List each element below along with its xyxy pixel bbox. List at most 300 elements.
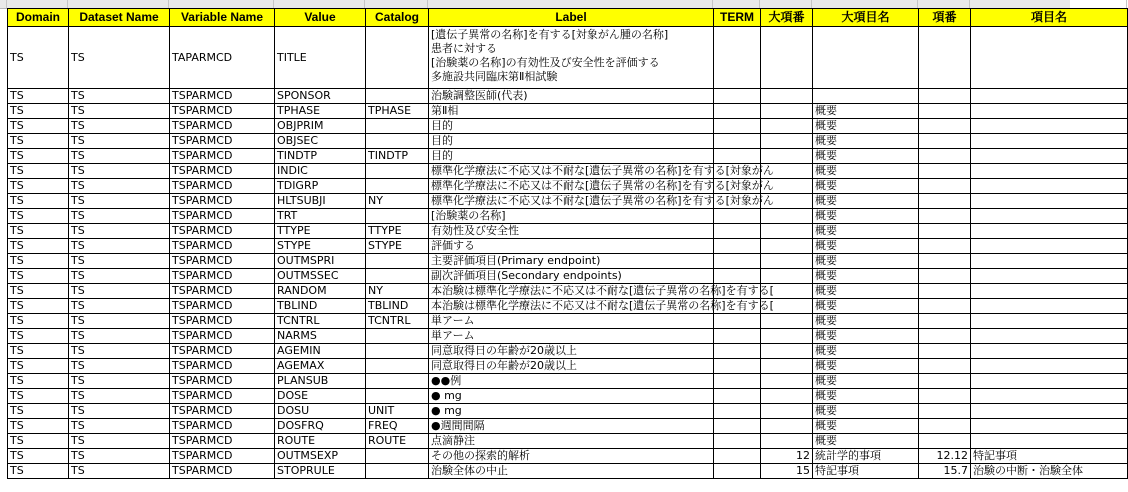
cell-item-name[interactable] [971,284,1128,299]
cell-item-name[interactable] [971,27,1128,89]
cell-label[interactable] [429,464,714,479]
cell-label[interactable] [429,149,714,164]
cell-term[interactable] [714,404,761,419]
cell-catalog[interactable] [366,374,429,389]
cell-catalog[interactable] [366,344,429,359]
cell-dataset-name[interactable]: TS [69,224,170,239]
cell-term[interactable] [714,359,761,374]
cell-major-item-no[interactable] [761,224,813,239]
cell-dataset-name[interactable]: TS [69,194,170,209]
cell-item-name[interactable] [971,194,1128,209]
cell-major-item-name[interactable]: 概要 [813,344,919,359]
cell-catalog[interactable]: TCNTRL [366,314,429,329]
header-major-item-no[interactable]: 大項番 [761,9,813,27]
cell-item-no[interactable] [919,179,971,194]
cell-major-item-no[interactable] [761,329,813,344]
cell-value[interactable]: HLTSUBJI [275,194,366,209]
column-letter-cell[interactable] [970,0,1127,8]
cell-label[interactable] [429,209,714,224]
cell-term[interactable] [714,119,761,134]
cell-domain[interactable]: TS [8,404,69,419]
cell-dataset-name[interactable]: TS [69,434,170,449]
cell-domain[interactable]: TS [8,299,69,314]
cell-value[interactable]: RANDOM [275,284,366,299]
cell-item-name[interactable] [971,89,1128,104]
cell-catalog[interactable]: UNIT [366,404,429,419]
cell-major-item-name[interactable] [813,89,919,104]
cell-dataset-name[interactable]: TS [69,254,170,269]
cell-dataset-name[interactable]: TS [69,284,170,299]
cell-domain[interactable]: TS [8,119,69,134]
cell-term[interactable] [714,419,761,434]
cell-variable-name[interactable]: TSPARMCD [170,344,275,359]
cell-dataset-name[interactable]: TS [69,389,170,404]
cell-domain[interactable]: TS [8,464,69,479]
cell-variable-name[interactable]: TSPARMCD [170,419,275,434]
cell-variable-name[interactable]: TSPARMCD [170,149,275,164]
header-item-no[interactable]: 項番 [919,9,971,27]
cell-variable-name[interactable]: TAPARMCD [170,27,275,89]
cell-item-name[interactable] [971,209,1128,224]
cell-label[interactable] [429,344,714,359]
cell-item-name[interactable] [971,239,1128,254]
cell-dataset-name[interactable]: TS [69,344,170,359]
cell-major-item-name[interactable]: 概要 [813,149,919,164]
column-letter-cell[interactable] [7,0,68,8]
cell-value[interactable]: NARMS [275,329,366,344]
cell-domain[interactable]: TS [8,359,69,374]
cell-major-item-name[interactable]: 概要 [813,389,919,404]
cell-major-item-no[interactable]: 15 [761,464,813,479]
cell-major-item-name[interactable] [813,27,919,89]
cell-domain[interactable]: TS [8,224,69,239]
cell-label[interactable] [429,434,714,449]
cell-value[interactable]: TDIGRP [275,179,366,194]
cell-item-no[interactable] [919,27,971,89]
cell-major-item-name[interactable]: 概要 [813,194,919,209]
cell-domain[interactable]: TS [8,209,69,224]
cell-catalog[interactable] [366,164,429,179]
cell-item-no[interactable]: 15.7 [919,464,971,479]
cell-catalog[interactable] [366,134,429,149]
cell-variable-name[interactable]: TSPARMCD [170,194,275,209]
cell-dataset-name[interactable]: TS [69,89,170,104]
cell-catalog[interactable] [366,464,429,479]
cell-dataset-name[interactable]: TS [69,359,170,374]
cell-catalog[interactable]: NY [366,194,429,209]
cell-label[interactable] [429,119,714,134]
cell-item-name[interactable] [971,224,1128,239]
cell-item-no[interactable] [919,419,971,434]
cell-item-name[interactable] [971,314,1128,329]
cell-domain[interactable]: TS [8,389,69,404]
cell-item-no[interactable] [919,404,971,419]
cell-domain[interactable]: TS [8,419,69,434]
cell-major-item-name[interactable]: 概要 [813,434,919,449]
cell-dataset-name[interactable]: TS [69,134,170,149]
cell-major-item-no[interactable] [761,344,813,359]
column-letter-cell[interactable] [0,0,7,8]
header-domain[interactable]: Domain [8,9,69,27]
cell-value[interactable]: TBLIND [275,299,366,314]
cell-label[interactable] [429,104,714,119]
cell-value[interactable]: OBJPRIM [275,119,366,134]
cell-item-name[interactable] [971,179,1128,194]
cell-label[interactable] [429,224,714,239]
cell-value[interactable]: ROUTE [275,434,366,449]
cell-major-item-name[interactable]: 概要 [813,314,919,329]
cell-term[interactable] [714,239,761,254]
cell-major-item-no[interactable] [761,359,813,374]
cell-major-item-name[interactable]: 概要 [813,359,919,374]
cell-variable-name[interactable]: TSPARMCD [170,449,275,464]
cell-catalog[interactable]: ROUTE [366,434,429,449]
cell-item-name[interactable] [971,119,1128,134]
cell-major-item-no[interactable] [761,119,813,134]
cell-value[interactable]: STYPE [275,239,366,254]
cell-term[interactable] [714,104,761,119]
cell-variable-name[interactable]: TSPARMCD [170,329,275,344]
cell-domain[interactable]: TS [8,284,69,299]
cell-domain[interactable]: TS [8,269,69,284]
cell-value[interactable]: OUTMSSEC [275,269,366,284]
cell-major-item-name[interactable]: 概要 [813,164,919,179]
cell-variable-name[interactable]: TSPARMCD [170,464,275,479]
column-letter-cell[interactable] [918,0,970,8]
cell-major-item-no[interactable] [761,314,813,329]
cell-value[interactable]: STOPRULE [275,464,366,479]
cell-major-item-name[interactable]: 特記事項 [813,464,919,479]
cell-catalog[interactable] [366,449,429,464]
cell-item-no[interactable] [919,149,971,164]
cell-catalog[interactable]: TBLIND [366,299,429,314]
cell-catalog[interactable]: STYPE [366,239,429,254]
cell-item-name[interactable] [971,254,1128,269]
cell-major-item-name[interactable]: 概要 [813,254,919,269]
cell-major-item-name[interactable]: 概要 [813,269,919,284]
cell-catalog[interactable] [366,89,429,104]
cell-domain[interactable]: TS [8,449,69,464]
cell-label[interactable] [429,284,774,299]
cell-label[interactable] [429,27,714,89]
cell-label[interactable] [429,254,714,269]
cell-label[interactable] [429,389,714,404]
cell-value[interactable]: TCNTRL [275,314,366,329]
cell-item-no[interactable] [919,194,971,209]
cell-dataset-name[interactable]: TS [69,149,170,164]
cell-label[interactable] [429,194,774,209]
cell-item-no[interactable] [919,89,971,104]
cell-term[interactable] [714,134,761,149]
cell-major-item-no[interactable] [761,134,813,149]
cell-dataset-name[interactable]: TS [69,209,170,224]
cell-domain[interactable]: TS [8,344,69,359]
cell-item-name[interactable] [971,329,1128,344]
cell-catalog[interactable] [366,27,429,89]
cell-item-name[interactable]: 治験の中断・治験全体 [971,464,1128,479]
cell-dataset-name[interactable]: TS [69,27,170,89]
header-catalog[interactable]: Catalog [366,9,429,27]
cell-major-item-no[interactable] [761,209,813,224]
cell-label[interactable] [429,164,774,179]
cell-value[interactable]: DOSU [275,404,366,419]
cell-dataset-name[interactable]: TS [69,299,170,314]
cell-dataset-name[interactable]: TS [69,329,170,344]
cell-major-item-no[interactable]: 12 [761,449,813,464]
cell-term[interactable] [714,254,761,269]
column-letter-cell[interactable] [713,0,760,8]
cell-major-item-name[interactable]: 概要 [813,119,919,134]
cell-label[interactable] [429,134,714,149]
cell-item-no[interactable] [919,434,971,449]
cell-dataset-name[interactable]: TS [69,449,170,464]
cell-catalog[interactable]: NY [366,284,429,299]
cell-variable-name[interactable]: TSPARMCD [170,239,275,254]
cell-item-name[interactable] [971,419,1128,434]
cell-major-item-no[interactable] [761,404,813,419]
header-value[interactable]: Value [275,9,366,27]
cell-term[interactable] [714,269,761,284]
cell-catalog[interactable]: FREQ [366,419,429,434]
cell-domain[interactable]: TS [8,89,69,104]
header-term[interactable]: TERM [714,9,761,27]
cell-variable-name[interactable]: TSPARMCD [170,119,275,134]
cell-dataset-name[interactable]: TS [69,179,170,194]
cell-item-no[interactable] [919,284,971,299]
cell-catalog[interactable]: TINDTP [366,149,429,164]
cell-label[interactable] [429,299,774,314]
cell-item-no[interactable]: 12.12 [919,449,971,464]
cell-variable-name[interactable]: TSPARMCD [170,89,275,104]
cell-variable-name[interactable]: TSPARMCD [170,434,275,449]
cell-label[interactable] [429,239,714,254]
cell-major-item-no[interactable] [761,434,813,449]
cell-term[interactable] [714,314,761,329]
cell-value[interactable]: TPHASE [275,104,366,119]
cell-item-name[interactable] [971,344,1128,359]
cell-label[interactable] [429,179,774,194]
header-dataset-name[interactable]: Dataset Name [69,9,170,27]
cell-variable-name[interactable]: TSPARMCD [170,389,275,404]
cell-item-no[interactable] [919,329,971,344]
cell-item-no[interactable] [919,314,971,329]
cell-label[interactable] [429,269,714,284]
cell-dataset-name[interactable]: TS [69,104,170,119]
cell-domain[interactable]: TS [8,27,69,89]
cell-variable-name[interactable]: TSPARMCD [170,179,275,194]
cell-variable-name[interactable]: TSPARMCD [170,134,275,149]
cell-variable-name[interactable]: TSPARMCD [170,314,275,329]
cell-item-no[interactable] [919,119,971,134]
cell-domain[interactable]: TS [8,179,69,194]
cell-major-item-name[interactable]: 統計学的事項 [813,449,919,464]
cell-catalog[interactable] [366,179,429,194]
cell-term[interactable] [714,344,761,359]
header-label[interactable]: Label [429,9,714,27]
cell-major-item-no[interactable] [761,27,813,89]
header-item-name[interactable]: 項目名 [971,9,1128,27]
cell-item-name[interactable] [971,299,1128,314]
cell-major-item-name[interactable]: 概要 [813,104,919,119]
cell-label[interactable] [429,449,714,464]
cell-item-name[interactable] [971,149,1128,164]
cell-label[interactable] [429,329,714,344]
cell-value[interactable]: AGEMIN [275,344,366,359]
cell-catalog[interactable] [366,119,429,134]
cell-item-no[interactable] [919,344,971,359]
cell-major-item-name[interactable]: 概要 [813,224,919,239]
cell-catalog[interactable] [366,269,429,284]
cell-value[interactable]: OBJSEC [275,134,366,149]
cell-term[interactable] [714,224,761,239]
header-variable-name[interactable]: Variable Name [170,9,275,27]
cell-item-no[interactable] [919,389,971,404]
cell-value[interactable]: DOSFRQ [275,419,366,434]
cell-item-no[interactable] [919,239,971,254]
cell-domain[interactable]: TS [8,104,69,119]
cell-major-item-no[interactable] [761,89,813,104]
cell-term[interactable] [714,89,761,104]
cell-dataset-name[interactable]: TS [69,164,170,179]
cell-domain[interactable]: TS [8,164,69,179]
cell-variable-name[interactable]: TSPARMCD [170,404,275,419]
cell-variable-name[interactable]: TSPARMCD [170,224,275,239]
column-letter-cell[interactable] [428,0,713,8]
cell-value[interactable]: OUTMSPRI [275,254,366,269]
cell-catalog[interactable] [366,329,429,344]
cell-variable-name[interactable]: TSPARMCD [170,164,275,179]
cell-variable-name[interactable]: TSPARMCD [170,284,275,299]
cell-item-no[interactable] [919,104,971,119]
cell-item-name[interactable] [971,389,1128,404]
cell-domain[interactable]: TS [8,329,69,344]
cell-major-item-no[interactable] [761,149,813,164]
cell-term[interactable] [714,374,761,389]
cell-item-name[interactable] [971,374,1128,389]
column-letter-cell[interactable] [169,0,274,8]
cell-value[interactable]: PLANSUB [275,374,366,389]
cell-value[interactable]: AGEMAX [275,359,366,374]
cell-major-item-name[interactable]: 概要 [813,239,919,254]
cell-term[interactable] [714,329,761,344]
cell-variable-name[interactable]: TSPARMCD [170,299,275,314]
cell-major-item-no[interactable] [761,374,813,389]
cell-item-no[interactable] [919,269,971,284]
cell-label[interactable] [429,89,714,104]
cell-domain[interactable]: TS [8,434,69,449]
cell-major-item-name[interactable]: 概要 [813,209,919,224]
cell-value[interactable]: TINDTP [275,149,366,164]
cell-item-name[interactable] [971,269,1128,284]
cell-value[interactable]: TITLE [275,27,366,89]
cell-value[interactable]: OUTMSEXP [275,449,366,464]
cell-major-item-name[interactable]: 概要 [813,329,919,344]
column-letter-cell[interactable] [365,0,428,8]
cell-dataset-name[interactable]: TS [69,419,170,434]
cell-label[interactable] [429,419,714,434]
cell-catalog[interactable] [366,389,429,404]
cell-dataset-name[interactable]: TS [69,464,170,479]
cell-major-item-name[interactable]: 概要 [813,404,919,419]
cell-dataset-name[interactable]: TS [69,374,170,389]
cell-term[interactable] [714,464,761,479]
cell-label[interactable] [429,374,714,389]
cell-item-name[interactable] [971,134,1128,149]
cell-major-item-no[interactable] [761,104,813,119]
cell-catalog[interactable]: TPHASE [366,104,429,119]
cell-dataset-name[interactable]: TS [69,314,170,329]
cell-item-name[interactable] [971,404,1128,419]
cell-value[interactable]: INDIC [275,164,366,179]
cell-item-no[interactable] [919,254,971,269]
cell-catalog[interactable]: TTYPE [366,224,429,239]
cell-catalog[interactable] [366,209,429,224]
cell-domain[interactable]: TS [8,374,69,389]
cell-major-item-name[interactable]: 概要 [813,134,919,149]
cell-variable-name[interactable]: TSPARMCD [170,359,275,374]
cell-catalog[interactable] [366,254,429,269]
cell-major-item-name[interactable]: 概要 [813,284,919,299]
cell-major-item-no[interactable] [761,254,813,269]
cell-dataset-name[interactable]: TS [69,239,170,254]
cell-term[interactable] [714,149,761,164]
cell-domain[interactable]: TS [8,134,69,149]
cell-term[interactable] [714,389,761,404]
cell-item-no[interactable] [919,134,971,149]
cell-value[interactable]: DOSE [275,389,366,404]
cell-variable-name[interactable]: TSPARMCD [170,104,275,119]
cell-term[interactable] [714,209,761,224]
cell-label[interactable] [429,404,714,419]
cell-major-item-no[interactable] [761,419,813,434]
cell-term[interactable] [714,449,761,464]
cell-item-name[interactable] [971,359,1128,374]
cell-item-name[interactable]: 特記事項 [971,449,1128,464]
cell-domain[interactable]: TS [8,254,69,269]
cell-major-item-no[interactable] [761,239,813,254]
cell-item-no[interactable] [919,209,971,224]
cell-value[interactable]: TTYPE [275,224,366,239]
column-letter-cell[interactable] [760,0,812,8]
cell-dataset-name[interactable]: TS [69,269,170,284]
header-major-item-name[interactable]: 大項目名 [813,9,919,27]
cell-variable-name[interactable]: TSPARMCD [170,209,275,224]
cell-label[interactable] [429,359,714,374]
cell-item-no[interactable] [919,224,971,239]
cell-label[interactable] [429,314,714,329]
cell-major-item-name[interactable]: 概要 [813,419,919,434]
cell-major-item-name[interactable]: 概要 [813,299,919,314]
cell-item-no[interactable] [919,164,971,179]
cell-item-name[interactable] [971,434,1128,449]
cell-major-item-no[interactable] [761,389,813,404]
cell-domain[interactable]: TS [8,314,69,329]
cell-item-name[interactable] [971,104,1128,119]
cell-major-item-name[interactable]: 概要 [813,374,919,389]
cell-variable-name[interactable]: TSPARMCD [170,374,275,389]
cell-dataset-name[interactable]: TS [69,119,170,134]
cell-major-item-name[interactable]: 概要 [813,179,919,194]
cell-term[interactable] [714,434,761,449]
cell-catalog[interactable] [366,359,429,374]
cell-domain[interactable]: TS [8,194,69,209]
cell-value[interactable]: SPONSOR [275,89,366,104]
cell-domain[interactable]: TS [8,149,69,164]
cell-dataset-name[interactable]: TS [69,404,170,419]
cell-domain[interactable]: TS [8,239,69,254]
cell-value[interactable]: TRT [275,209,366,224]
column-letter-cell[interactable] [274,0,365,8]
